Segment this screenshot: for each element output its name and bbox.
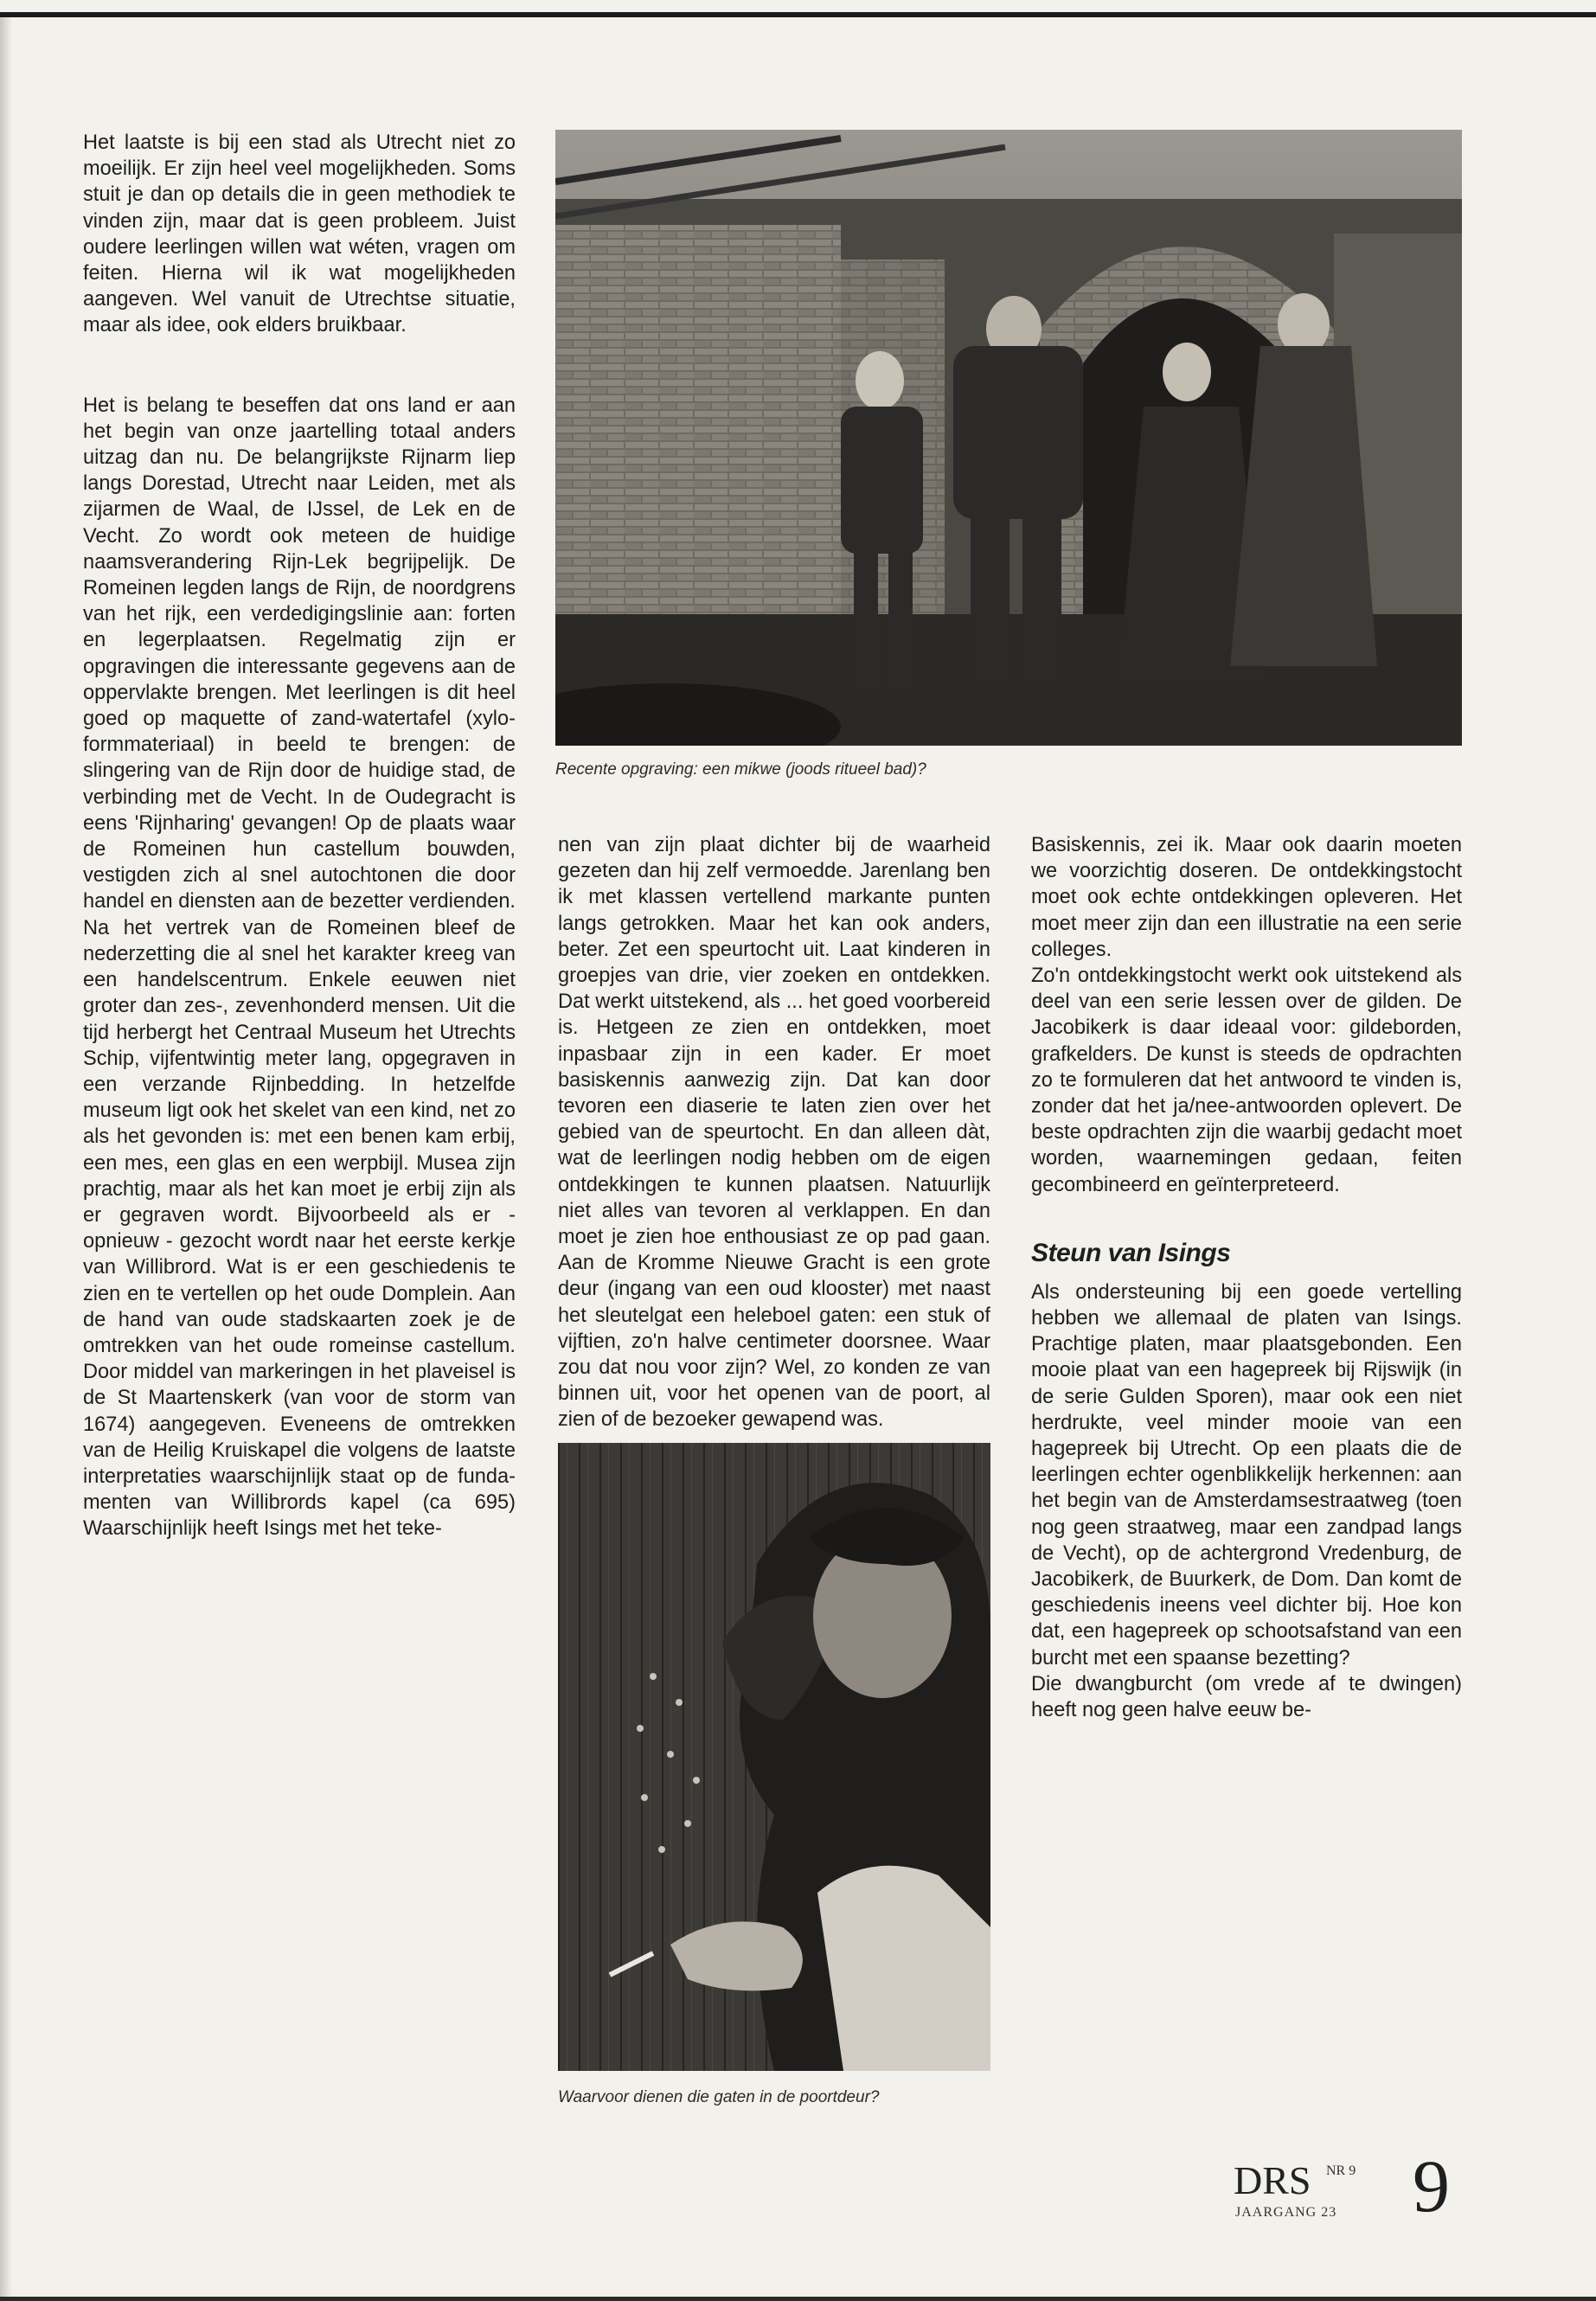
column-2-paragraph-1: nen van zijn plaat dichter bij de waarheid gezeten dan hij zelf vermoedde. Jarenlang ben ik met klassen vertellend markante punten langs getrokken. Maar het kan ook anders, beter. Zet een speurtocht uit. Laat kinderen in groepjes van drie, vier zoeken en ontdekken. Dat werkt uitstekend, als ... het goed voorbereid is. Hetgeen ze zien en ontdekken, moet inpasbaar zijn in een kader. Er moet basiskennis aanwezig zijn. Dat kan door tevoren een diaserie te laten zien over het gebied van de speurtocht. En dan alleen dàt, wat de leerlingen nodig hebben om de eigen ontdekkingen te kunnen plaatsen. Natuurlijk niet alles van tevoren al verklappen. En dan moet je zien hoe enthousiast ze op pad gaan. Aan de Kromme Nieuwe Gracht is een grote deur (ingang van een oud klooster) met naast het sleutelgat een heleboel gaten: een stuk of vijftien, zo'n halve centimeter doorsnee. Waar zou dat nou voor zijn? Wel, zo konden ze van binnen uit, voor het openen van de poort, al zien of de bezoeker gewapend was.: [558, 834, 990, 1432]
column-3-paragraph-2: Zo'n ontdekkingstocht werkt ook uitstekend als deel van een serie lessen over de gilden. De Jacobikerk is daar ideaal voor: gildeborden, grafkelders. De kunst is steeds de opdrachten zo te formuleren dat het antwoord te vinden is, zonder dat het ja/nee-antwoorden oplevert. De beste opdrachten zijn die waarbij gedacht moet worden, waarnemingen gedaan, feiten gecombineerd en geïnterpreteerd.: [1031, 965, 1462, 1196]
door-photo: [558, 1443, 990, 2071]
column-1-paragraph-1: Het laatste is bij een stad als Utrecht niet zo moeilijk. Er zijn heel veel mogelijkheden. Soms stuit je dan op details die in geen methodiek te vinden zijn, maar dat is geen probleem. Juist oudere leerlingen willen wat wéten, vragen om feiten. Hierna wil ik wat mogelijkheden aangeven. Wel vanuit de Utrechtse situatie, maar als idee, ook elders bruikbaar.: [83, 131, 516, 337]
excavation-photo: [555, 130, 1462, 746]
page-edge-shadow: [0, 17, 12, 2301]
column-3-paragraph-3: Als ondersteuning bij een goede vertelling hebben we allemaal de platen van Isings. Prachtige platen, maar plaatsgebonden. Een mooie plaat van een hagepreek bij Rijswijk (in de serie Gulden Sporen), maar ook een niet herdrukte, veel minder mooie van een hagepreek bij Utrecht. Op een plaats die de leerlingen echter ogenblikkelijk herkennen: aan het begin van de Amsterdamsestraatweg (toen nog geen straatweg, maar een zandpad langs de Vecht), op de achtergrond Vredenburg, de Jacobikerk, de Buurkerk, de Dom. Dan komt de geschiedenis ineens veel dichter bij. Hoe kon dat, een hagepreek op schootsafstand van een burcht met een spaanse bezetting?: [1031, 1280, 1462, 1670]
column-3-paragraph-1: Basiskennis, zei ik. Maar ook daarin moeten we voorzichtig doseren. De ontdekkingstocht moet ook echte ontdekkingen opleveren. Het moet meer zijn dan een illustratie na een serie colleges.: [1031, 834, 1462, 961]
section-heading: Steun van Isings: [1031, 1238, 1231, 1267]
door-photo-caption: Waarvoor dienen die gaten in de poortdeur?: [558, 2088, 880, 2106]
excavation-photo-image: [555, 130, 1462, 746]
column-3: [1031, 832, 1462, 1723]
excavation-photo-caption: Recente opgraving: een mikwe (joods ritueel bad)?: [555, 760, 926, 779]
page-number: 9: [1413, 2144, 1450, 2227]
magazine-brand: DRS: [1234, 2158, 1311, 2202]
column-1-paragraph-2: Het is belang te beseffen dat ons land er aan het begin van onze jaartelling totaal anders uitzag dan nu. De belangrijkste Rijnarm liep langs Dorestad, Utrecht naar Leiden, met als zijarmen de Waal, de IJssel, de Lek en de Vecht. Zo wordt ook meteen de huidige naamsverandering Rijn-Lek begrijpelijk. De Romeinen legden langs de Rijn, de noordgrens van het rijk, een verdedigingslinie aan: forten en legerplaatsen. Regelmatig zijn er opgravingen die interessante gegevens aan de oppervlakte brengen. Met leerlingen is dit heel goed op maquette of zand-watertafel (xyloformmateriaal) in beeld te brengen: de slingering van de Rijn door de huidige stad, de verbinding met de Vecht. In de Oudegracht is eens 'Rijnharing' gevangen! Op de plaats waar de Romeinen hun castellum bouwden, vestigden zich al snel autochtonen die door handel en diensten aan de bezetter verdienden. Na het vertrek van de Romeinen bleef de nederzetting die al snel het karakter kreeg van een handelscentrum. Enkele eeuwen niet groter dan zes-, zevenhonderd mensen. Uit die tijd herbergt het Centraal Museum het Utrechts Schip, vijfentwintig meter lang, opgegraven in een verzande Rijnbedding. In hetzelfde museum ligt ook het skelet van een kind, net zo als het gevonden is: met een benen kam erbij, een mes, een glas en een werpbijl. Musea zijn prachtig, maar als het kan moet je erbij zijn als er gegraven wordt. Bijvoorbeeld als er - opnieuw - gezocht wordt naar het eerste kerkje van Willibrord. Wat is er een geschiedenis te zien en te vertellen op het oude Domplein. Aan de hand van oude stadskaarten zoek je de omtrekken van het oude romeinse castellum. Door middel van markeringen in het plaveisel is de St Maartenskerk (van voor de storm van 1674) aangegeven. Eveneens de omtrekken van de Heilig Kruiskapel die volgens de laatste interpretaties waarschijnlijk staat op de fundamenten van Willibrords kapel (ca 695) Waarschijnlijk heeft Isings met het teke-: [83, 394, 516, 1541]
door-photo-image: [558, 1443, 990, 2071]
column-2: [558, 832, 990, 1433]
column-3-paragraph-4: Die dwangburcht (om vrede af te dwingen) heeft nog geen halve eeuw be-: [1031, 1672, 1462, 1722]
column-1: [83, 130, 516, 1542]
bottom-rule: [0, 2297, 1596, 2301]
issue-number: NR 9: [1326, 2163, 1356, 2178]
top-rule: [0, 12, 1596, 17]
volume-label: JAARGANG 23: [1235, 2205, 1337, 2220]
